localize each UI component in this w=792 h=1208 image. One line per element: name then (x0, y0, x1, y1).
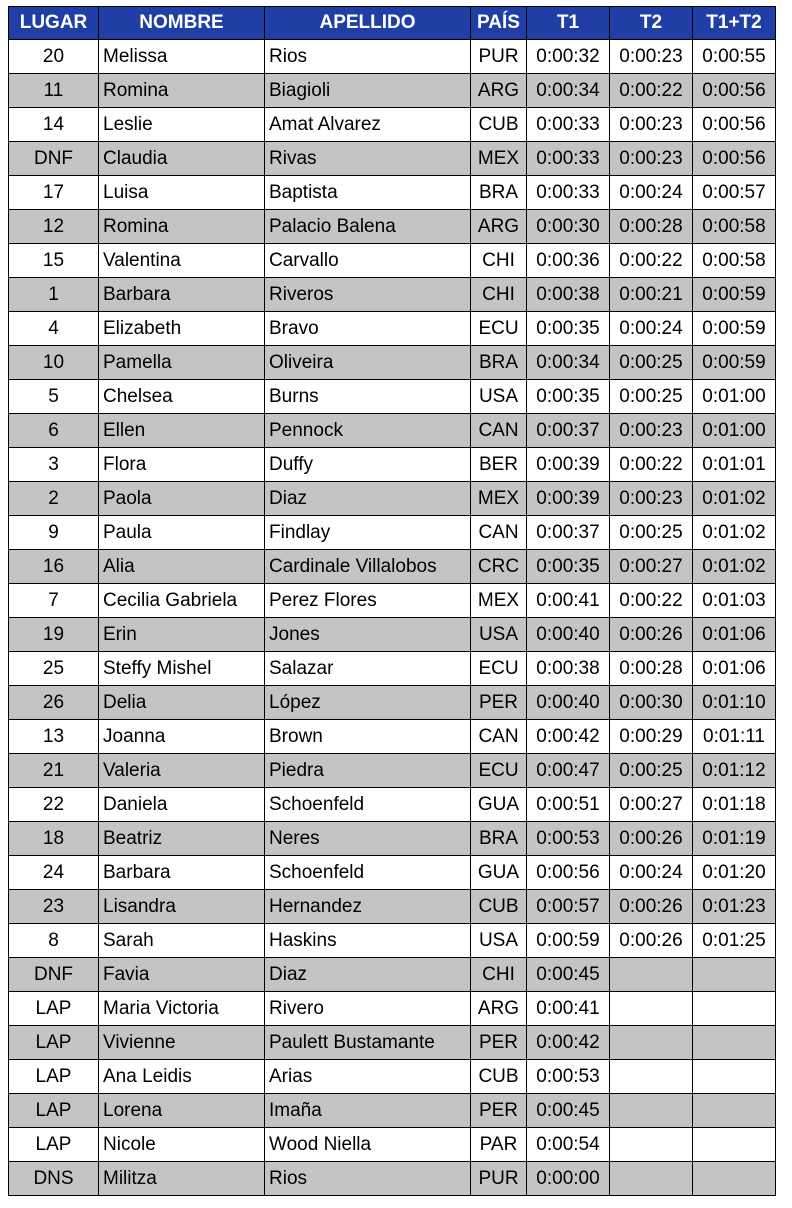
table-row (9, 278, 776, 312)
cell-pais: CUB (471, 1060, 527, 1094)
cell-apellido: Schoenfeld (265, 856, 471, 890)
cell-t2: 0:00:21 (610, 278, 693, 312)
cell-pais: CHI (471, 244, 527, 278)
cell-lugar: 18 (9, 822, 99, 856)
cell-apellido: Diaz (265, 482, 471, 516)
cell-t1: 0:00:38 (527, 652, 610, 686)
cell-lugar: DNS (9, 1162, 99, 1196)
cell-t1: 0:00:41 (527, 584, 610, 618)
cell-t1: 0:00:57 (527, 890, 610, 924)
cell-apellido: Biagioli (265, 74, 471, 108)
cell-apellido: Rios (265, 1162, 471, 1196)
header-nombre: NOMBRE (99, 7, 265, 40)
cell-t2: 0:00:24 (610, 312, 693, 346)
cell-apellido: Baptista (265, 176, 471, 210)
cell-lugar: 13 (9, 720, 99, 754)
table-row (9, 1128, 776, 1162)
header-t2: T2 (610, 7, 693, 40)
cell-t1: 0:00:41 (527, 992, 610, 1026)
cell-t2 (610, 992, 693, 1026)
cell-apellido: Neres (265, 822, 471, 856)
cell-total: 0:00:59 (693, 312, 776, 346)
cell-nombre: Steffy Mishel (99, 652, 265, 686)
cell-total: 0:00:56 (693, 142, 776, 176)
cell-nombre: Barbara (99, 856, 265, 890)
cell-t2: 0:00:22 (610, 584, 693, 618)
cell-nombre: Lorena (99, 1094, 265, 1128)
cell-nombre: Daniela (99, 788, 265, 822)
cell-nombre: Valeria (99, 754, 265, 788)
cell-pais: PAR (471, 1128, 527, 1162)
cell-nombre: Paola (99, 482, 265, 516)
cell-nombre: Pamella (99, 346, 265, 380)
table-row (9, 1162, 776, 1196)
cell-apellido: Paulett Bustamante (265, 1026, 471, 1060)
table-row (9, 992, 776, 1026)
cell-total: 0:01:06 (693, 652, 776, 686)
table-row (9, 448, 776, 482)
cell-t1: 0:00:53 (527, 822, 610, 856)
table-row (9, 754, 776, 788)
cell-t1: 0:00:30 (527, 210, 610, 244)
cell-nombre: Alia (99, 550, 265, 584)
cell-t2: 0:00:26 (610, 822, 693, 856)
cell-t2: 0:00:22 (610, 74, 693, 108)
cell-apellido: Rios (265, 40, 471, 74)
table-row (9, 788, 776, 822)
cell-pais: PER (471, 686, 527, 720)
cell-pais: BRA (471, 346, 527, 380)
cell-t2: 0:00:23 (610, 108, 693, 142)
cell-lugar: 16 (9, 550, 99, 584)
cell-pais: CAN (471, 516, 527, 550)
cell-pais: CAN (471, 414, 527, 448)
cell-total: 0:01:02 (693, 516, 776, 550)
cell-t1: 0:00:37 (527, 414, 610, 448)
cell-nombre: Favia (99, 958, 265, 992)
header-row (9, 7, 776, 40)
cell-total: 0:01:10 (693, 686, 776, 720)
cell-total (693, 1094, 776, 1128)
cell-total: 0:01:23 (693, 890, 776, 924)
cell-apellido: Piedra (265, 754, 471, 788)
cell-apellido: Perez Flores (265, 584, 471, 618)
cell-total: 0:00:59 (693, 346, 776, 380)
cell-apellido: Palacio Balena (265, 210, 471, 244)
table-row (9, 584, 776, 618)
cell-lugar: 2 (9, 482, 99, 516)
cell-total: 0:01:01 (693, 448, 776, 482)
table-row (9, 74, 776, 108)
cell-nombre: Lisandra (99, 890, 265, 924)
cell-t2: 0:00:24 (610, 856, 693, 890)
cell-apellido: Wood Niella (265, 1128, 471, 1162)
cell-lugar: 17 (9, 176, 99, 210)
table-row (9, 108, 776, 142)
cell-lugar: 11 (9, 74, 99, 108)
header-apellido: APELLIDO (265, 7, 471, 40)
cell-t2: 0:00:25 (610, 754, 693, 788)
cell-apellido: Findlay (265, 516, 471, 550)
table-row (9, 210, 776, 244)
cell-nombre: Sarah (99, 924, 265, 958)
cell-total (693, 992, 776, 1026)
cell-lugar: 12 (9, 210, 99, 244)
cell-nombre: Delia (99, 686, 265, 720)
cell-pais: ARG (471, 210, 527, 244)
cell-nombre: Romina (99, 74, 265, 108)
table-row (9, 958, 776, 992)
cell-pais: ARG (471, 74, 527, 108)
cell-pais: CUB (471, 108, 527, 142)
cell-apellido: Cardinale Villalobos (265, 550, 471, 584)
cell-t1: 0:00:39 (527, 448, 610, 482)
cell-t2: 0:00:26 (610, 890, 693, 924)
cell-nombre: Joanna (99, 720, 265, 754)
cell-apellido: Amat Alvarez (265, 108, 471, 142)
cell-lugar: 14 (9, 108, 99, 142)
cell-t1: 0:00:45 (527, 958, 610, 992)
cell-pais: MEX (471, 482, 527, 516)
table-row (9, 346, 776, 380)
cell-apellido: Haskins (265, 924, 471, 958)
cell-t2 (610, 958, 693, 992)
cell-lugar: 21 (9, 754, 99, 788)
table-row (9, 856, 776, 890)
cell-t2 (610, 1094, 693, 1128)
cell-nombre: Claudia (99, 142, 265, 176)
cell-nombre: Erin (99, 618, 265, 652)
cell-t2: 0:00:23 (610, 40, 693, 74)
cell-t2 (610, 1128, 693, 1162)
cell-apellido: Schoenfeld (265, 788, 471, 822)
cell-t1: 0:00:54 (527, 1128, 610, 1162)
cell-t2: 0:00:28 (610, 652, 693, 686)
cell-apellido: Arias (265, 1060, 471, 1094)
table-row (9, 720, 776, 754)
table-row (9, 142, 776, 176)
cell-total: 0:01:02 (693, 482, 776, 516)
cell-pais: GUA (471, 788, 527, 822)
cell-t2: 0:00:24 (610, 176, 693, 210)
cell-t1: 0:00:59 (527, 924, 610, 958)
cell-total: 0:00:57 (693, 176, 776, 210)
cell-total: 0:00:59 (693, 278, 776, 312)
cell-t1: 0:00:34 (527, 74, 610, 108)
header-t1: T1 (527, 7, 610, 40)
cell-total: 0:00:56 (693, 108, 776, 142)
cell-lugar: 24 (9, 856, 99, 890)
cell-total: 0:01:18 (693, 788, 776, 822)
cell-t1: 0:00:53 (527, 1060, 610, 1094)
cell-t1: 0:00:51 (527, 788, 610, 822)
cell-apellido: Bravo (265, 312, 471, 346)
table-row (9, 40, 776, 74)
cell-t1: 0:00:36 (527, 244, 610, 278)
cell-pais: CHI (471, 278, 527, 312)
cell-t2: 0:00:22 (610, 244, 693, 278)
header-total: T1+T2 (693, 7, 776, 40)
cell-pais: PUR (471, 40, 527, 74)
cell-t2: 0:00:26 (610, 618, 693, 652)
cell-lugar: DNF (9, 958, 99, 992)
cell-pais: ECU (471, 652, 527, 686)
cell-t2: 0:00:27 (610, 788, 693, 822)
cell-pais: CRC (471, 550, 527, 584)
cell-t1: 0:00:35 (527, 380, 610, 414)
cell-t2: 0:00:23 (610, 142, 693, 176)
cell-lugar: LAP (9, 992, 99, 1026)
cell-lugar: DNF (9, 142, 99, 176)
table-row (9, 618, 776, 652)
cell-pais: MEX (471, 584, 527, 618)
cell-t1: 0:00:42 (527, 720, 610, 754)
cell-lugar: 5 (9, 380, 99, 414)
cell-nombre: Ana Leidis (99, 1060, 265, 1094)
table-row (9, 482, 776, 516)
cell-total: 0:00:55 (693, 40, 776, 74)
cell-nombre: Maria Victoria (99, 992, 265, 1026)
cell-nombre: Chelsea (99, 380, 265, 414)
cell-nombre: Melissa (99, 40, 265, 74)
cell-lugar: 1 (9, 278, 99, 312)
cell-lugar: 7 (9, 584, 99, 618)
cell-pais: CUB (471, 890, 527, 924)
cell-total: 0:01:03 (693, 584, 776, 618)
cell-t1: 0:00:35 (527, 550, 610, 584)
table-row (9, 1094, 776, 1128)
cell-nombre: Flora (99, 448, 265, 482)
table-row (9, 244, 776, 278)
cell-nombre: Valentina (99, 244, 265, 278)
cell-t1: 0:00:35 (527, 312, 610, 346)
cell-apellido: Oliveira (265, 346, 471, 380)
cell-nombre: Militza (99, 1162, 265, 1196)
cell-total: 0:00:58 (693, 210, 776, 244)
cell-total: 0:01:20 (693, 856, 776, 890)
cell-lugar: 10 (9, 346, 99, 380)
cell-pais: PUR (471, 1162, 527, 1196)
cell-t2: 0:00:28 (610, 210, 693, 244)
cell-t2: 0:00:25 (610, 346, 693, 380)
cell-pais: ARG (471, 992, 527, 1026)
cell-total: 0:01:00 (693, 380, 776, 414)
cell-lugar: 22 (9, 788, 99, 822)
cell-apellido: Burns (265, 380, 471, 414)
cell-t1: 0:00:37 (527, 516, 610, 550)
cell-pais: USA (471, 380, 527, 414)
cell-t2: 0:00:29 (610, 720, 693, 754)
cell-lugar: LAP (9, 1094, 99, 1128)
cell-lugar: 26 (9, 686, 99, 720)
cell-t1: 0:00:00 (527, 1162, 610, 1196)
cell-nombre: Ellen (99, 414, 265, 448)
cell-t2: 0:00:22 (610, 448, 693, 482)
cell-total: 0:01:25 (693, 924, 776, 958)
cell-t2: 0:00:26 (610, 924, 693, 958)
cell-apellido: Salazar (265, 652, 471, 686)
cell-lugar: 23 (9, 890, 99, 924)
cell-t1: 0:00:32 (527, 40, 610, 74)
cell-total (693, 958, 776, 992)
cell-t2: 0:00:25 (610, 516, 693, 550)
cell-total (693, 1128, 776, 1162)
table-row (9, 312, 776, 346)
cell-total (693, 1026, 776, 1060)
cell-nombre: Luisa (99, 176, 265, 210)
cell-apellido: Diaz (265, 958, 471, 992)
cell-t1: 0:00:40 (527, 618, 610, 652)
cell-total (693, 1162, 776, 1196)
cell-lugar: 3 (9, 448, 99, 482)
table-row (9, 924, 776, 958)
table-row (9, 380, 776, 414)
cell-t1: 0:00:33 (527, 108, 610, 142)
cell-total: 0:01:06 (693, 618, 776, 652)
cell-apellido: Riveros (265, 278, 471, 312)
cell-t2: 0:00:25 (610, 380, 693, 414)
cell-pais: BRA (471, 822, 527, 856)
header-lugar: LUGAR (9, 7, 99, 40)
cell-t2: 0:00:27 (610, 550, 693, 584)
cell-lugar: 6 (9, 414, 99, 448)
cell-total: 0:01:02 (693, 550, 776, 584)
cell-t1: 0:00:45 (527, 1094, 610, 1128)
cell-t1: 0:00:39 (527, 482, 610, 516)
cell-t2: 0:00:23 (610, 414, 693, 448)
cell-apellido: Rivero (265, 992, 471, 1026)
cell-t1: 0:00:40 (527, 686, 610, 720)
cell-pais: PER (471, 1026, 527, 1060)
cell-t2 (610, 1162, 693, 1196)
results-body (9, 40, 776, 1196)
cell-t2: 0:00:23 (610, 482, 693, 516)
table-row (9, 414, 776, 448)
cell-pais: CAN (471, 720, 527, 754)
cell-lugar: 9 (9, 516, 99, 550)
cell-pais: USA (471, 618, 527, 652)
cell-apellido: Carvallo (265, 244, 471, 278)
cell-pais: CHI (471, 958, 527, 992)
cell-apellido: Jones (265, 618, 471, 652)
cell-apellido: Imaña (265, 1094, 471, 1128)
cell-lugar: LAP (9, 1060, 99, 1094)
cell-apellido: Hernandez (265, 890, 471, 924)
cell-pais: BRA (471, 176, 527, 210)
cell-nombre: Nicole (99, 1128, 265, 1162)
cell-lugar: 4 (9, 312, 99, 346)
table-row (9, 890, 776, 924)
cell-nombre: Paula (99, 516, 265, 550)
table-row (9, 652, 776, 686)
cell-lugar: 8 (9, 924, 99, 958)
cell-apellido: Rivas (265, 142, 471, 176)
cell-pais: USA (471, 924, 527, 958)
cell-nombre: Elizabeth (99, 312, 265, 346)
cell-pais: ECU (471, 312, 527, 346)
cell-pais: PER (471, 1094, 527, 1128)
header-pais: PAÍS (471, 7, 527, 40)
cell-t2 (610, 1060, 693, 1094)
table-row (9, 176, 776, 210)
cell-pais: ECU (471, 754, 527, 788)
cell-lugar: LAP (9, 1026, 99, 1060)
cell-nombre: Barbara (99, 278, 265, 312)
table-row (9, 686, 776, 720)
cell-t1: 0:00:34 (527, 346, 610, 380)
cell-t1: 0:00:47 (527, 754, 610, 788)
cell-lugar: 19 (9, 618, 99, 652)
cell-total: 0:00:58 (693, 244, 776, 278)
cell-total: 0:01:12 (693, 754, 776, 788)
cell-pais: GUA (471, 856, 527, 890)
cell-pais: MEX (471, 142, 527, 176)
cell-t1: 0:00:42 (527, 1026, 610, 1060)
cell-total: 0:01:00 (693, 414, 776, 448)
cell-lugar: 15 (9, 244, 99, 278)
cell-t2: 0:00:30 (610, 686, 693, 720)
table-row (9, 1026, 776, 1060)
table-row (9, 516, 776, 550)
cell-total: 0:00:56 (693, 74, 776, 108)
cell-nombre: Leslie (99, 108, 265, 142)
cell-apellido: Brown (265, 720, 471, 754)
cell-t2 (610, 1026, 693, 1060)
table-row (9, 1060, 776, 1094)
cell-lugar: 20 (9, 40, 99, 74)
cell-apellido: Pennock (265, 414, 471, 448)
cell-nombre: Vivienne (99, 1026, 265, 1060)
table-row (9, 822, 776, 856)
cell-nombre: Beatriz (99, 822, 265, 856)
cell-total: 0:01:19 (693, 822, 776, 856)
cell-lugar: 25 (9, 652, 99, 686)
cell-nombre: Cecilia Gabriela (99, 584, 265, 618)
cell-pais: BER (471, 448, 527, 482)
results-table (8, 6, 776, 1196)
table-row (9, 550, 776, 584)
cell-total: 0:01:11 (693, 720, 776, 754)
cell-apellido: López (265, 686, 471, 720)
cell-total (693, 1060, 776, 1094)
cell-t1: 0:00:33 (527, 176, 610, 210)
cell-t1: 0:00:33 (527, 142, 610, 176)
cell-nombre: Romina (99, 210, 265, 244)
cell-t1: 0:00:38 (527, 278, 610, 312)
cell-lugar: LAP (9, 1128, 99, 1162)
cell-t1: 0:00:56 (527, 856, 610, 890)
cell-apellido: Duffy (265, 448, 471, 482)
